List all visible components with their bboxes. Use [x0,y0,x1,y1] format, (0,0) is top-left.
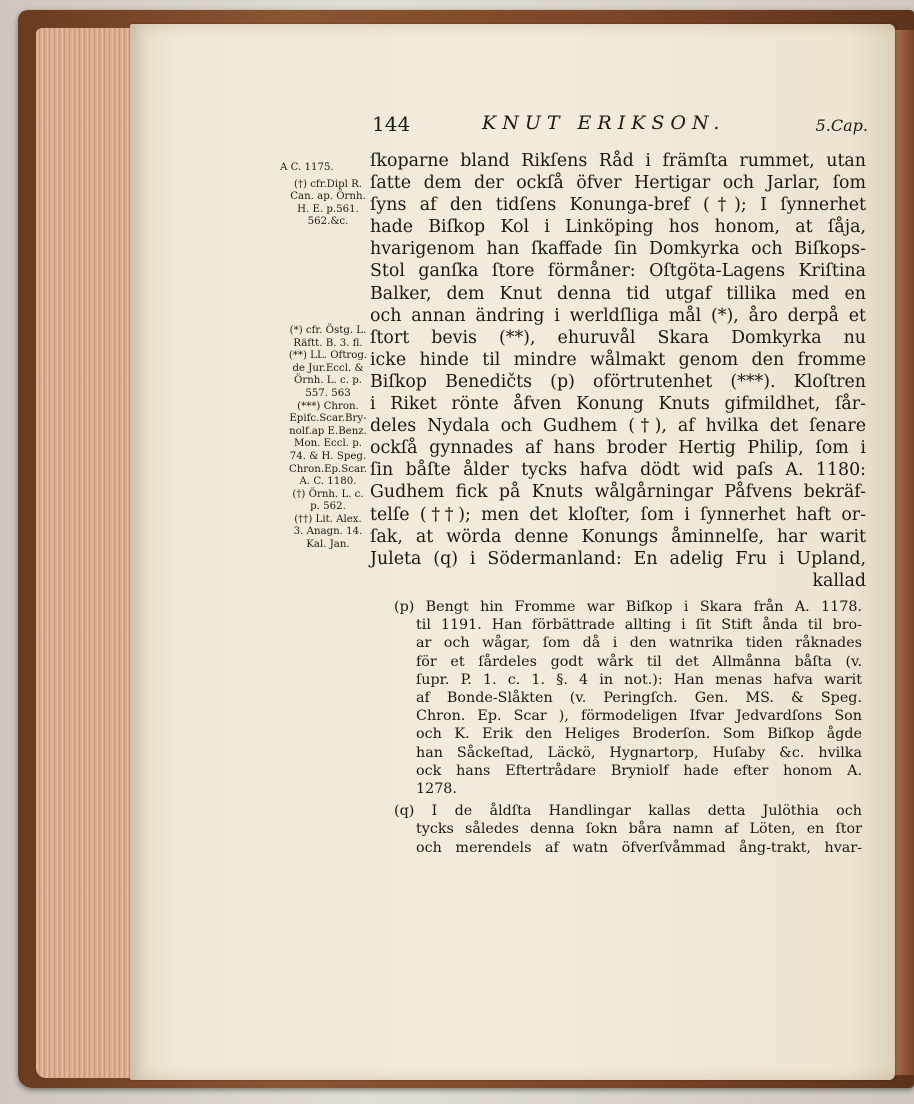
text-line: i Riket rönte åfven Konung Knuts gifmildhet, ſår- [370,394,866,415]
footnote-line: och merendels af watn öfverſvåmmad ång-trakt, hvar- [416,839,862,856]
text-line: Balker, dem Knut denna tid utgaf tillika med en [370,283,866,304]
text-line: ſyns af den tidſens Konunga-bref (†); I ſynnerhet [370,195,866,216]
running-head [372,112,868,142]
text-line: ſkoparne bland Rikſens Råd i främſta rummet, utan [370,151,866,171]
footnote-line: tycks således denna ſokn båra namn af Löten, en ſtor [416,821,862,838]
margin-note-year: A C. 1175. [280,162,334,173]
text-line: hvarigenom han ſkaffade ſin Domkyrka och Biſkops- [370,239,866,260]
footnote-line: ſupr. P. 1. c. 1. §. 4 in not.): Han menas hafva warit [416,671,862,688]
footnote-line: Chron. Ep. Scar ), förmodeligen Ifvar Jedvardſons Son [416,708,862,725]
footnotes [394,598,862,861]
footnote-line: 1278. [416,781,457,798]
catchword: kallad [812,570,866,591]
margin-notes [280,162,376,552]
text-line: ſatte dem der ockſå öfver Hertigar och Jarlar, ſom [370,173,866,194]
footnote-q [394,802,862,857]
chapter-label: 5.Cap. [815,116,868,135]
page-number: 144 [372,112,411,136]
main-text [370,150,866,592]
footnote-line: ar och wågar, ſom då i den watnrika tiden råknades [416,635,862,652]
footnote-line: af Bonde-Slåkten (v. Peringſch. Gen. MS. & Speg. [416,690,862,707]
text-line: Stol ganſka ſtore förmåner: Oſtgöta-Lagens Kriſtina [370,261,866,282]
running-title: KNUT ERIKSON. [482,112,726,134]
footnote-line: til 1191. Han förbättrade allting i ſit Stift ånda til bro- [416,617,862,634]
text-line: ſak, at wörda denne Konungs åminnelſe, har warit [370,526,866,547]
footnote-p [394,598,862,798]
text-line: ſin båſte ålder tycks hafva dödt wid paſs A. 1180: [370,460,866,481]
margin-note-references: (*) cfr. Östg. L. Räftt. B. 3. fl. (**) LL. Oftrog. de Jur.Eccl. & Örnh. L. c. p. 557. 563 (***) Chron. Epifc.Scar.Bry- nolf.ap E.Benz. Mon. Eccl. p. 74. & H. Speg. Chron.Ep.Scar. A. C. 1180. (†) Örnh. L. c. p. 562. (††) Lit. Alex. 3. Anagn. 14. Kal. Jan. [288,324,368,551]
footnote-line: han Såckeſtad, Läckö, Hygnartorp, Huſaby &c. hvilka [416,744,862,761]
text-line: Gudhem fick på Knuts wålgårningar Påfvens bekräf- [370,482,866,503]
footnote-line: (q) I de åldſta Handlingar kallas detta Julöthia och [394,803,862,820]
text-line: Juleta (q) i Södermanland: En adelig Fru i Upland, [370,548,866,569]
footnote-line: ock hans Eftertrådare Bryniolf hade efter honom A. [416,762,862,779]
margin-note-dipl: (†) cfr.Dipl R. Can. ap. Örnh. H. E. p.561. 562.&c. [290,178,366,228]
text-line: ockſå gynnades af hans broder Hertig Philip, ſom i [370,438,866,459]
text-line: hade Biſkop Kol i Linköping hos honom, at ſåja, [370,217,866,238]
text-line: deles Nydala och Gudhem (†), af hvilka det ſenare [370,416,866,437]
text-line: icke hinde til mindre wålmakt genom den fromme [370,349,866,370]
text-line: och annan ändring i werldſliga mål (*), åro derpå et [370,305,866,326]
text-line: Biſkop Benedičts (p) oförtrutenhet (***). Kloſtren [370,371,866,392]
footnote-line: (p) Bengt hin Fromme war Biſkop i Skara från A. 1178. [394,599,862,615]
text-line: telſe (††); men det kloſter, ſom i ſynnerhet haft or- [370,504,866,525]
footnote-line: och K. Erik den Heliges Broderſon. Som Biſkop ågde [416,726,862,743]
text-line: ſtort bevis (**), ehuruvål Skara Domkyrka nu [370,327,866,348]
footnote-line: för et ſårdeles godt wårk til det Allmånna båſta (v. [416,653,862,670]
cover-right-edge [893,30,914,1075]
